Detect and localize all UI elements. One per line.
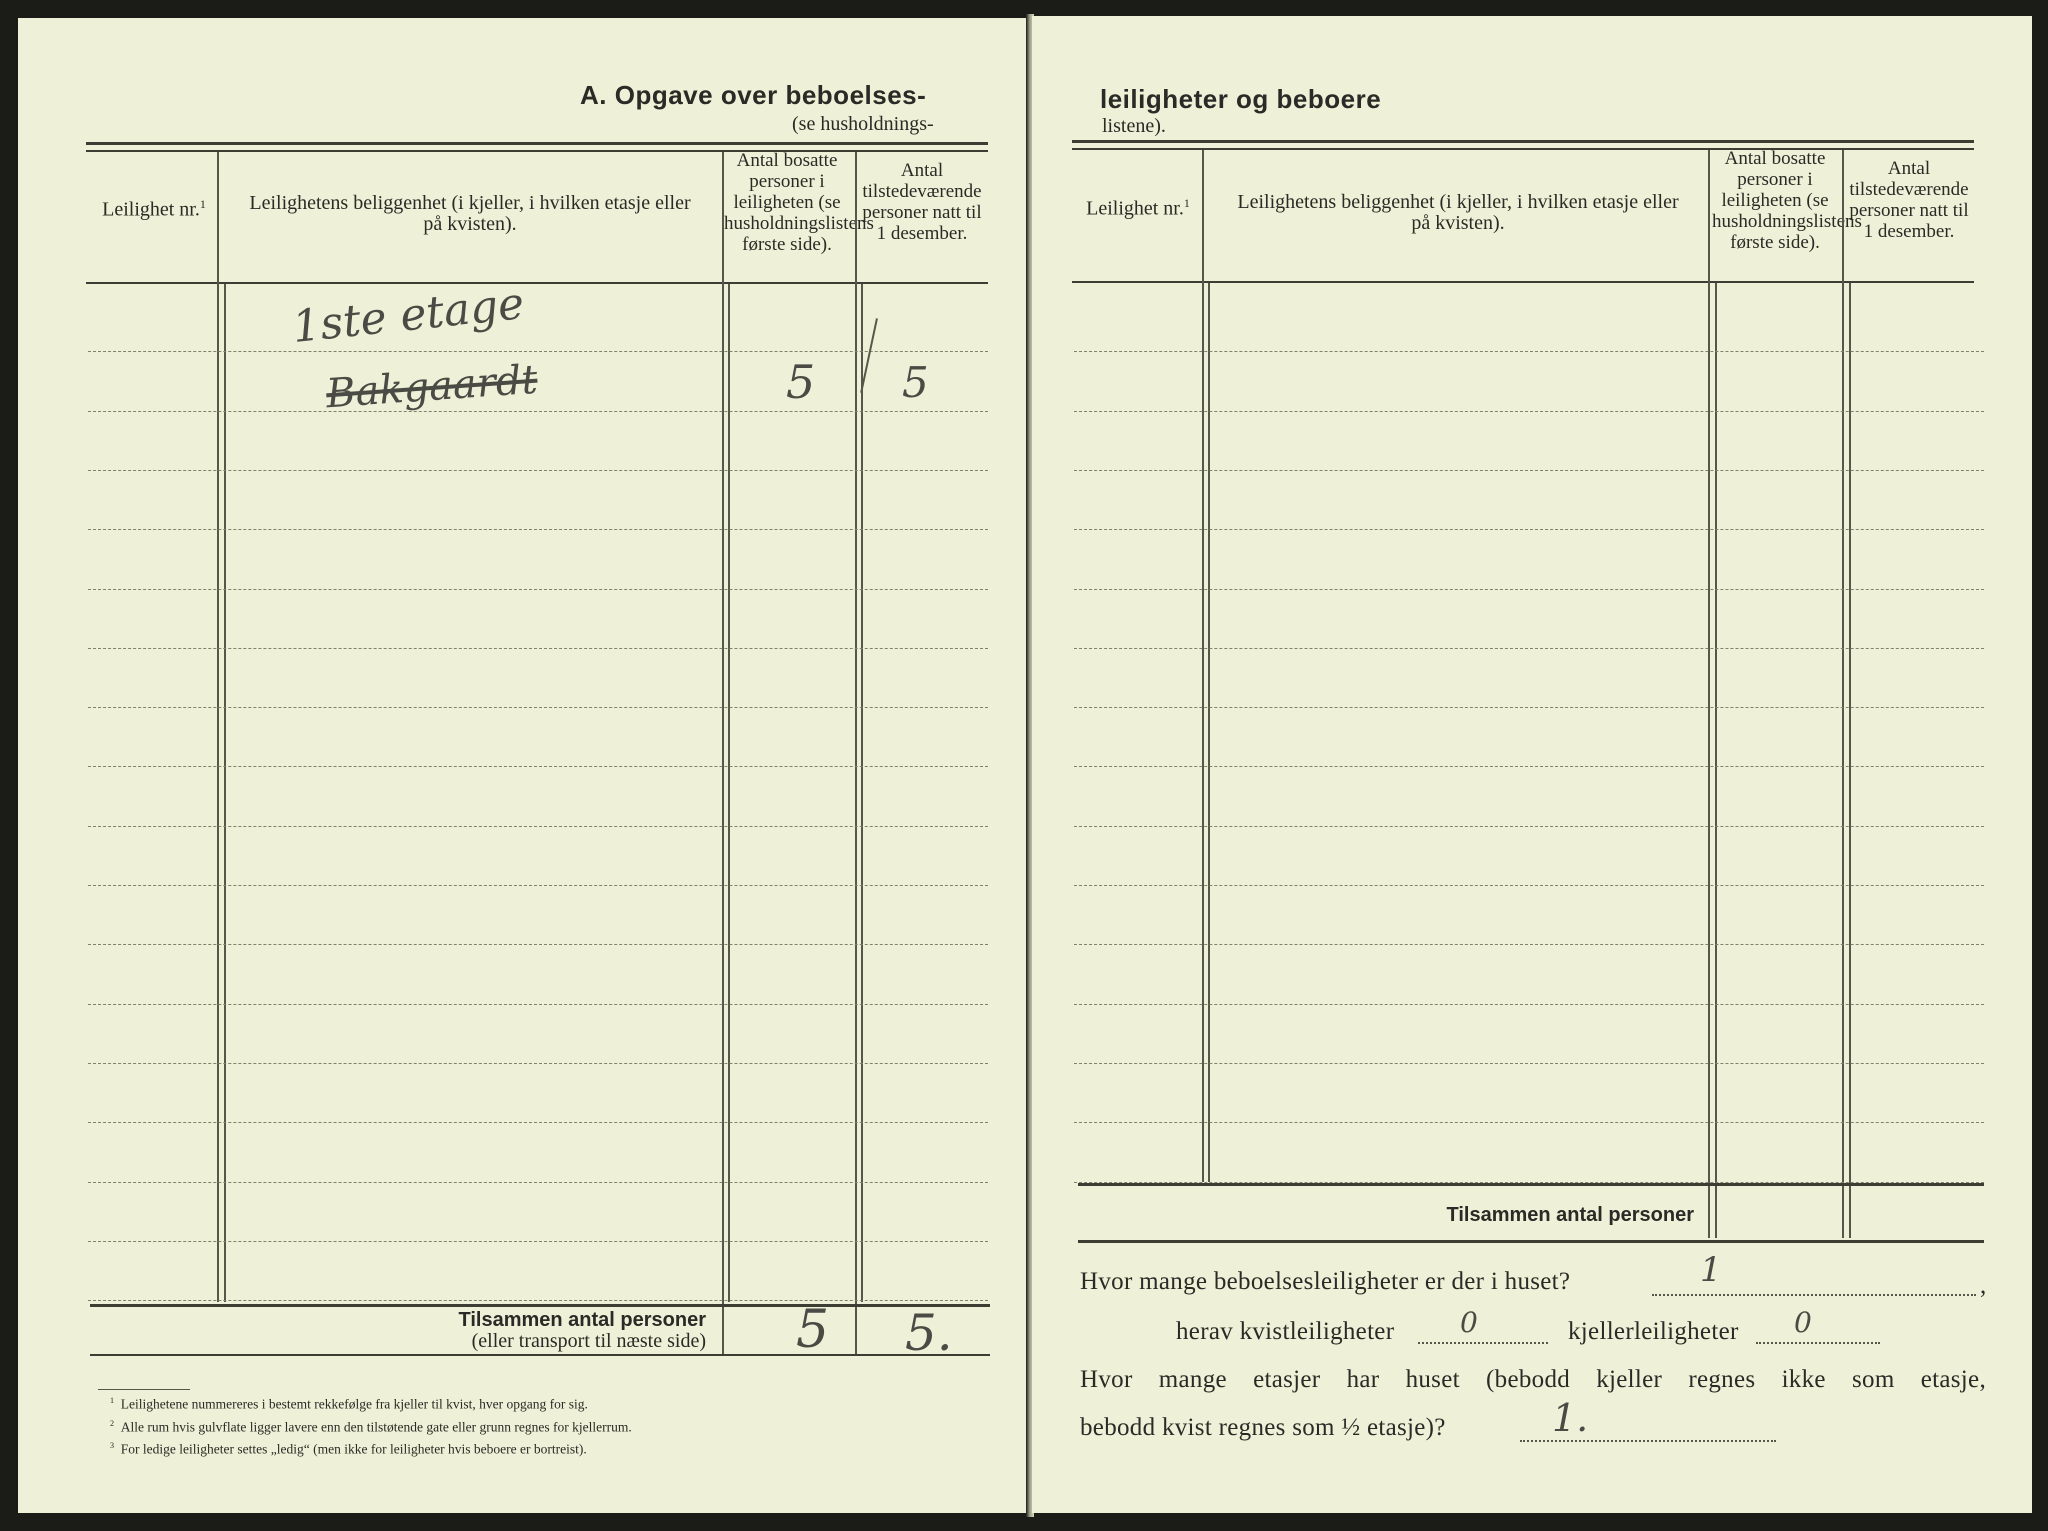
- answer-line: [1652, 1294, 1976, 1296]
- table-row-rule: [88, 1004, 988, 1005]
- table-row-rule: [88, 470, 988, 471]
- table-row-rule: [88, 826, 988, 827]
- comma: ,: [1980, 1272, 1987, 1299]
- footnote-3: $^3$ For ledige leiligheter settes „ledig“ (men ikke for leiligheter hvis beboere er bortreist).: [110, 1441, 587, 1457]
- total-present-left: 5.: [905, 1304, 953, 1362]
- form-title-left: A. Opgave over beboelses-: [580, 80, 927, 110]
- table-row-rule: [88, 529, 988, 530]
- table-row-rule: [1074, 470, 1984, 471]
- form-subtitle-left: (se husholdnings-: [792, 113, 934, 135]
- header-bottom-rule: [86, 282, 988, 284]
- footnote-2: $^2$ Alle rum hvis gulvflate ligger lavere enn den tilstøtende gate eller grunn regnes for kjellerrum.: [110, 1418, 632, 1434]
- footnote-1: $^1$ Leilighetene nummereres i bestemt rekkefølge fra kjeller til kvist, hver opgang for sig.: [110, 1396, 588, 1412]
- total-label-right: Tilsammen antal personer: [1446, 1204, 1694, 1226]
- table-row-rule: [1074, 826, 1984, 827]
- table-row-rule: [88, 944, 988, 945]
- col-header-present: Antal tilstedeværende personer natt til 1 desember.: [862, 160, 982, 244]
- table-top-rule-inner: [86, 150, 988, 152]
- table-row-rule: [88, 648, 988, 649]
- table-row-rule: [1074, 351, 1984, 352]
- table-top-rule: [86, 142, 988, 145]
- col-divider: [1849, 283, 1851, 1238]
- total-bottom-rule-right: [1078, 1240, 1984, 1243]
- table-row-rule: [1074, 648, 1984, 649]
- question-floors-cont: bebodd kvist regnes som ½ etasje)?: [1080, 1414, 1446, 1441]
- table-row-rule: [88, 589, 988, 590]
- col-header-location-right: Leilighetens beliggenhet (i kjeller, i hvilken etasje eller på kvisten).: [1237, 191, 1679, 234]
- table-row-rule: [1074, 589, 1984, 590]
- table-row-rule: [1074, 707, 1984, 708]
- col-divider: [1842, 150, 1844, 1238]
- col-divider: [728, 284, 730, 1302]
- col-header-apartment-nr: Leilighet nr.$^1$: [102, 197, 206, 221]
- table-row-rule: [1074, 766, 1984, 767]
- col-header-present-right: Antal tilstedeværende personer natt til 1 desember.: [1849, 158, 1969, 242]
- col-header-residents-right: Antal bosatte personer i leiligheten (se husholdningslistens første side).: [1712, 148, 1862, 253]
- total-bottom-rule: [90, 1354, 990, 1356]
- table-row-rule: [1074, 529, 1984, 530]
- table-row-rule: [88, 1182, 988, 1183]
- question-floors: Hvor mange etasjer har huset (bebodd kjeller regnes ikke som etasje,: [1080, 1366, 1986, 1393]
- table-row-rule: [1074, 1004, 1984, 1005]
- handwritten-floor: 1ste etage: [289, 277, 527, 354]
- answer-line: [1418, 1342, 1548, 1344]
- handwritten-residents: 5: [786, 355, 816, 409]
- col-header-apartment-nr-right: Leilighet nr.$^1$: [1086, 196, 1190, 220]
- question-apartments: Hvor mange beboelsesleiligheter er der i huset?: [1080, 1268, 1571, 1295]
- table-row-rule: [1074, 885, 1984, 886]
- col-divider: [861, 284, 863, 1302]
- col-header-residents: Antal bosatte personer i leiligheten (se husholdningslistens første side).: [724, 150, 874, 255]
- handwritten-present: 5: [902, 358, 929, 407]
- col-header-location: Leilighetens beliggenhet (i kjeller, i hvilken etasje eller på kvisten).: [249, 192, 691, 235]
- col-divider: [722, 152, 724, 1354]
- table-top-rule-right: [1072, 140, 1974, 143]
- table-row-rule: [1074, 944, 1984, 945]
- table-row-rule: [88, 1241, 988, 1242]
- table-top-rule-inner-right: [1072, 148, 1974, 150]
- table-row-rule: [88, 411, 988, 412]
- footnote-rule: [98, 1389, 190, 1390]
- total-top-rule: [90, 1304, 990, 1307]
- table-row-rule: [1074, 1063, 1984, 1064]
- total-label-left: Tilsammen antal personer: [458, 1309, 706, 1331]
- table-row-rule: [88, 1300, 988, 1301]
- table-row-rule: [88, 1122, 988, 1123]
- col-divider: [217, 152, 219, 1302]
- table-row-rule: [88, 351, 988, 352]
- question-attic-apartments: herav kvistleiligheter: [1176, 1318, 1395, 1345]
- question-basement-apartments: kjellerleiligheter: [1568, 1318, 1739, 1345]
- total-residents-left: 5: [796, 1300, 830, 1360]
- footnotes: [110, 1391, 930, 1459]
- form-subtitle-right: listene).: [1102, 115, 1166, 137]
- answer-line: [1756, 1342, 1880, 1344]
- answer-floors: 1.: [1552, 1396, 1589, 1440]
- col-divider: [1715, 283, 1717, 1238]
- table-row-rule: [1074, 411, 1984, 412]
- table-row-rule: [88, 766, 988, 767]
- answer-attic-apartments: 0: [1460, 1306, 1478, 1339]
- form-title-right: leiligheter og beboere: [1100, 84, 1382, 114]
- table-row-rule: [1074, 1122, 1984, 1123]
- table-row-rule: [88, 1063, 988, 1064]
- col-divider: [1708, 150, 1710, 1238]
- answer-apartments: 1: [1700, 1250, 1722, 1290]
- col-divider: [224, 284, 226, 1302]
- col-divider: [1208, 283, 1210, 1182]
- col-divider: [1202, 150, 1204, 1182]
- answer-basement-apartments: 0: [1794, 1306, 1812, 1339]
- handwritten-struck-location: Bakgaardt: [324, 356, 539, 418]
- total-sublabel-left: (eller transport til næste side): [471, 1330, 706, 1352]
- answer-line: [1520, 1440, 1776, 1442]
- table-row-rule: [88, 885, 988, 886]
- total-top-rule-right: [1078, 1183, 1984, 1186]
- col-divider: [855, 152, 857, 1354]
- table-row-rule: [88, 707, 988, 708]
